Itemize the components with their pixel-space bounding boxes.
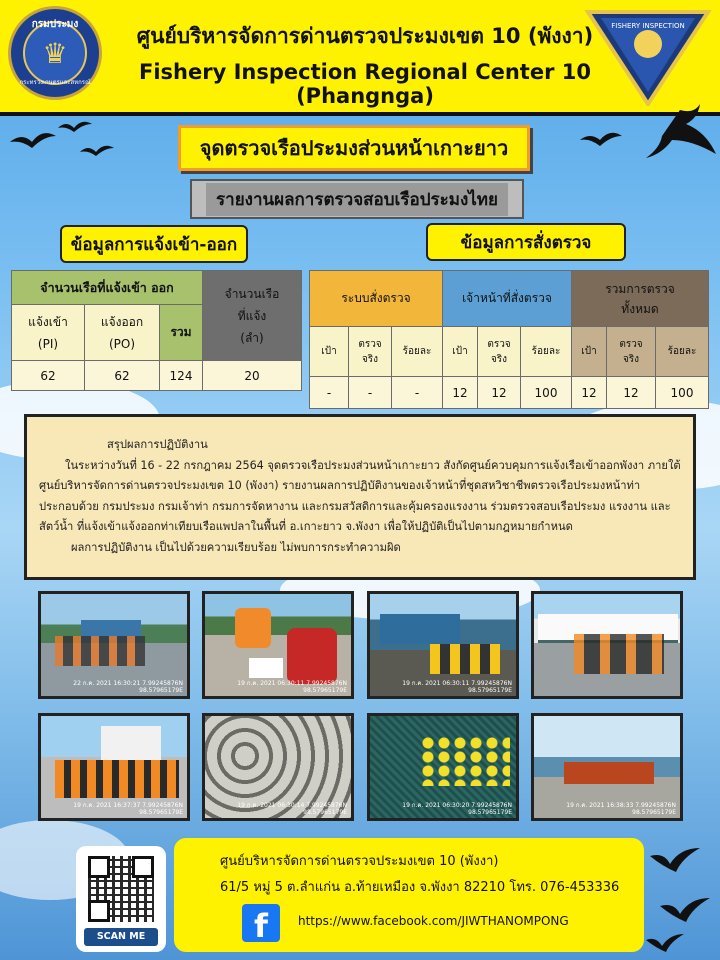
- logo-subtitle: กระทรวงเกษตรและสหกรณ์: [19, 79, 91, 86]
- col-total: [160, 305, 203, 361]
- sub-target: เป้า: [572, 327, 607, 377]
- sub-actual-line2: จริง: [490, 353, 508, 365]
- photo-1: [38, 591, 190, 699]
- logo-title: กรมประมง: [31, 19, 79, 30]
- header-notified-unit: (ลำ): [240, 330, 264, 345]
- photo-timestamp: 19 ก.ค. 2021 06:30:20 7.99245876N 98.57965179E: [402, 802, 512, 816]
- fishery-inspection-badge: [583, 6, 713, 106]
- qr-corner: [132, 856, 154, 878]
- value-total: 124: [160, 361, 203, 391]
- photo-timestamp: 19 ก.ค. 2021 06:30:14 7.99245876N 98.57965179E: [237, 802, 347, 816]
- sub-actual: [349, 327, 392, 377]
- group-total-line1: รวมการตรวจ: [605, 281, 675, 296]
- people-shape: [55, 760, 179, 798]
- system-actual: -: [349, 377, 392, 409]
- group-officer: [443, 271, 572, 327]
- footer-address: 61/5 หมู่ 5 ต.ลำแก่น อ.ท้ายเหมือง จ.พังงา 82210 โทร. 076-453336: [220, 880, 620, 895]
- badge-label: FISHERY INSPECTION: [611, 22, 685, 30]
- photo-3: [367, 591, 519, 699]
- header-notified-line1: จำนวนเรือ: [224, 286, 280, 301]
- qr-code[interactable]: [76, 846, 166, 952]
- system-percent: -: [392, 377, 443, 409]
- footer-contact: [174, 838, 644, 952]
- facebook-icon[interactable]: f: [242, 904, 280, 942]
- photo-timestamp: 19 ก.ค. 2021 16:37:37 7.99245876N 98.57965179E: [73, 802, 183, 816]
- sub-target: เป้า: [310, 327, 349, 377]
- people-shape: [574, 634, 664, 674]
- group-total-line2: ทั้งหมด: [621, 301, 659, 316]
- people-shape: [55, 636, 145, 666]
- page-title: จุดตรวจเรือประมงส่วนหน้าเกาะยาว: [178, 125, 530, 171]
- officer-actual: 12: [478, 377, 521, 409]
- col-in-code: (PI): [37, 336, 59, 351]
- photo-timestamp: 19 ก.ค. 2021 06:30:11 7.99245876N 98.57965179E: [402, 680, 512, 694]
- sub-actual: [478, 327, 521, 377]
- col-in-label: แจ้งเข้า: [28, 314, 68, 329]
- header-notified: [203, 271, 302, 361]
- qr-corner: [88, 856, 110, 878]
- section-label-notification: ข้อมูลการแจ้งเข้า-ออก: [60, 225, 248, 263]
- photo-7: [367, 713, 519, 821]
- document-shape: [249, 658, 283, 678]
- group-officer-text: เจ้าหน้าที่สั่งตรวจ: [462, 291, 552, 305]
- value-in: 62: [12, 361, 85, 391]
- system-target: -: [310, 377, 349, 409]
- summary-result: ผลการปฏิบัติงาน เป็นไปด้วยความเรียบร้อย ไม่พบการกระทำความผิด: [71, 540, 401, 554]
- photo-8: [531, 713, 683, 821]
- col-out-label: แจ้งออก: [100, 314, 144, 329]
- total-target: 12: [572, 377, 607, 409]
- photo-2: [202, 591, 354, 699]
- birds-decoration-bottom: [640, 836, 720, 960]
- sub-actual: [607, 327, 656, 377]
- photo-6: [202, 713, 354, 821]
- photo-timestamp: 19 ก.ค. 2021 06:30:11 7.99245876N 98.57965179E: [237, 680, 347, 694]
- group-system: [310, 271, 443, 327]
- sub-actual-line1: ตรวจ: [619, 338, 643, 350]
- floats-shape: [420, 736, 510, 786]
- header-group-vessels-text: จำนวนเรือที่แจ้งเข้า ออก: [40, 279, 174, 295]
- sub-percent: ร้อยละ: [392, 327, 443, 377]
- photo-4: [531, 591, 683, 699]
- sub-target: เป้า: [443, 327, 478, 377]
- total-percent: 100: [656, 377, 709, 409]
- officer-percent: 100: [521, 377, 572, 409]
- facebook-link[interactable]: https://www.facebook.com/JIWTHANOMPONG: [298, 914, 569, 928]
- sub-actual-line2: จริง: [361, 353, 379, 365]
- summary-box: [24, 414, 696, 580]
- summary-heading: สรุปผลการปฏิบัติงาน: [107, 438, 208, 451]
- birds-decoration-right: [560, 100, 720, 180]
- photo-timestamp: 19 ก.ค. 2021 16:38:33 7.99245876N 98.57965179E: [566, 802, 676, 816]
- boat-shape: [380, 614, 460, 644]
- people-shape: [235, 608, 271, 648]
- people-shape: [430, 644, 500, 674]
- sub-actual-line1: ตรวจ: [487, 338, 511, 350]
- officer-target: 12: [443, 377, 478, 409]
- scan-me-label: SCAN ME: [84, 928, 158, 946]
- col-out-code: (PO): [108, 336, 136, 351]
- header-banner: [0, 0, 720, 116]
- header-title-thai: ศูนย์บริหารจัดการด่านตรวจประมงเขต 10 (พังงา): [136, 24, 594, 48]
- sub-actual-line1: ตรวจ: [358, 338, 382, 350]
- people-shape: [287, 628, 337, 684]
- header-group-vessels: [12, 271, 203, 305]
- birds-decoration-left: [0, 112, 150, 182]
- footer-org: ศูนย์บริหารจัดการด่านตรวจประมงเขต 10 (พังงา): [220, 854, 499, 869]
- header-notified-line2: ที่แจ้ง: [237, 308, 267, 323]
- report-subtitle-text: รายงานผลการตรวจสอบเรือประมงไทย: [206, 183, 508, 216]
- qr-corner: [88, 900, 110, 922]
- group-system-text: ระบบสั่งตรวจ: [341, 291, 411, 305]
- section-label-inspection: ข้อมูลการสั่งตรวจ: [426, 223, 626, 261]
- col-total-label: รวม: [170, 325, 192, 339]
- value-notified: 20: [203, 361, 302, 391]
- total-actual: 12: [607, 377, 656, 409]
- value-out: 62: [85, 361, 160, 391]
- notification-table: [11, 270, 302, 391]
- photo-timestamp: 22 ก.ค. 2021 16:30:21 7.99245876N 98.57965179E: [73, 680, 183, 694]
- sub-percent: ร้อยละ: [656, 327, 709, 377]
- emblem-icon: ♛: [23, 21, 87, 85]
- group-total: [572, 271, 709, 327]
- sub-percent: ร้อยละ: [521, 327, 572, 377]
- sub-actual-line2: จริง: [622, 353, 640, 365]
- inspection-table: [309, 270, 709, 409]
- summary-body: ในระหว่างวันที่ 16 - 22 กรกฎาคม 2564 จุดตรวจเรือประมงส่วนหน้าเกาะยาว สังกัดศูนย์ควบคุมการแจ้งเรือเข้าออกพังงา ภายใต้ศูนย์บริหารจัดการด่านตรวจประมงเขต 10 (พังงา) รายงานผลการปฏิบัติงานของเจ้าหน้าที่ชุดสหวิชาชีพตรวจเรือประมงหน้าท่า ประกอบด้วย กรมประมง กรมเจ้าท่า กรมการจัดหางาน และกรมสวัสดิการและคุ้มครองแรงงาน ร่วมตรวจสอบเรือประมง แรงงาน และสัตว์น้ำ ที่แจ้งเข้าแจ้งออกท่าเทียบเรือแพปลาในพื้นที่ อ.เกาะยาว จ.พังงา เพื่อให้ปฏิบัติเป็นไปตามกฎหมายกำหนด: [39, 458, 681, 534]
- report-subtitle: [190, 179, 524, 219]
- boat-shape: [564, 762, 654, 784]
- col-out: [85, 305, 160, 361]
- photo-5: [38, 713, 190, 821]
- department-logo: [8, 6, 102, 100]
- col-in: [12, 305, 85, 361]
- header-title-english: Fishery Inspection Regional Center 10 (Phangnga): [139, 60, 591, 108]
